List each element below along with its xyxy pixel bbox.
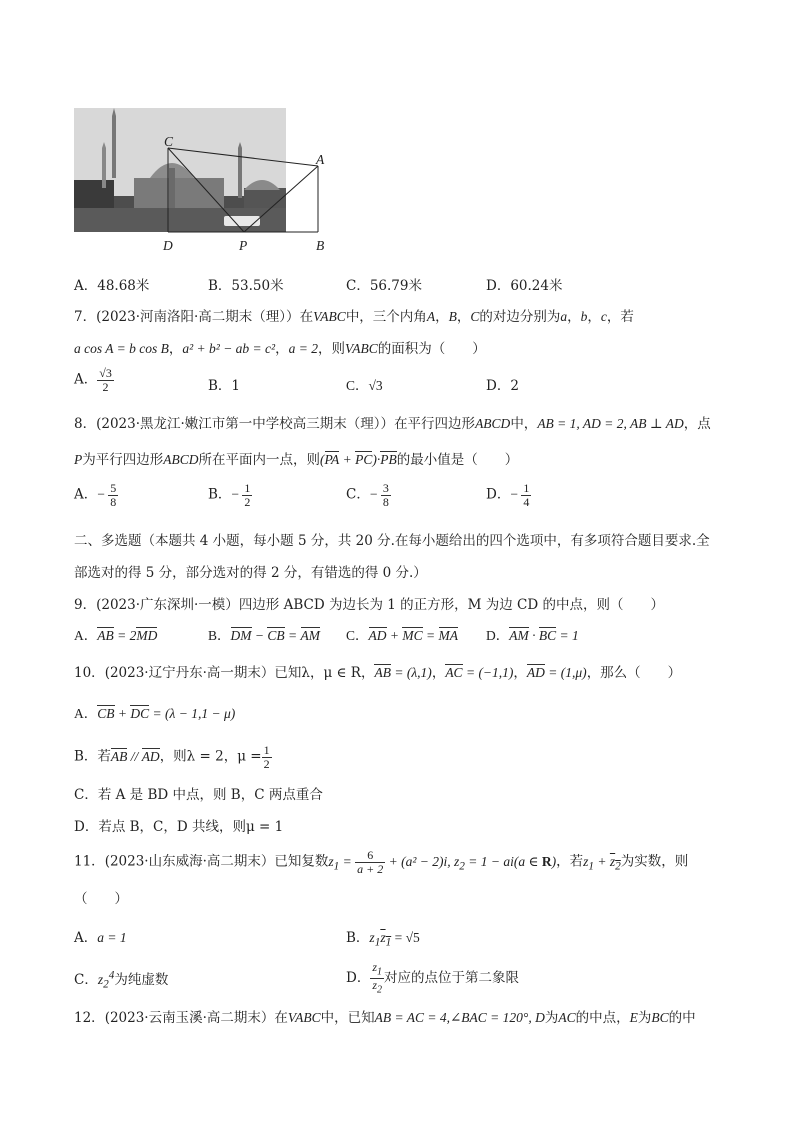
q10-option-d[interactable]: D．若点 B，C，D 共线，则μ = 1: [74, 819, 284, 835]
figure-label-b: B: [316, 238, 325, 253]
section2-line1: 二、多选题（本题共 4 小题，每小题 5 分，共 20 分.在每小题给出的四个选项中，有多项符合题目要求.全: [74, 533, 710, 549]
q7-source: (2023·河南洛阳·高二期末（理））: [96, 309, 300, 325]
q7-option-b[interactable]: B．1: [208, 378, 241, 394]
q8-line2: P为平行四边形ABCD所在平面内一点，则(PA + PC)·PB的最小值是（ ）: [74, 452, 519, 468]
q11-option-d[interactable]: D． $\frac{z_1}{z_2}$ 对应的点位于第二象限: [346, 960, 519, 996]
q8-option-b[interactable]: B．− $\frac{1}{2}$: [208, 481, 251, 509]
q10-option-b[interactable]: B．若AB // AD，则λ = 2，μ = $\frac{1}{2}$: [74, 743, 270, 771]
q10-option-c[interactable]: C．若 A 是 BD 中点，则 B，C 两点重合: [74, 787, 323, 803]
q12-stem: 12．(2023·云南玉溪·高二期末）在VABC中，已知AB = AC = 4,∠BAC = 120°, D为AC的中点，E为BC的中: [74, 1010, 696, 1026]
q8-condition: AB = 1, AD = 2, AB ⊥ AD: [537, 416, 684, 431]
q8-source: (2023·黑龙江·嫩江市第一中学校高三期末（理））: [96, 416, 395, 432]
geometry-overlay: [0, 0, 794, 260]
q8-option-d[interactable]: D．− $\frac{1}{4}$: [486, 481, 530, 509]
q11-option-c[interactable]: C．$z_2^4$为纯虚数: [74, 969, 169, 991]
q11-stem: 11．(2023·山东威海·高二期末）已知复数$z_1$ = $\frac{6}{a + 2}$ + (a² − 2)i, $z_2 = 1 - ai(a$ ∈ R)，若$z_1 + z_2$为实数，则: [74, 848, 689, 876]
q7-option-c[interactable]: C．√3: [346, 378, 383, 393]
q6-option-d[interactable]: D．60.24米: [486, 278, 563, 294]
q7-eq1: a cos A = b cos B: [74, 341, 169, 356]
q7-option-d[interactable]: D．2: [486, 378, 519, 394]
q7-option-a[interactable]: A． $\frac{√3}{2}$: [74, 366, 112, 394]
figure-label-d: D: [163, 238, 173, 253]
q11-option-a[interactable]: A．a = 1: [74, 930, 127, 946]
q7-line2: a cos A = b cos B，a² + b² − ab = c²，a = 2，则VABC的面积为（ ）: [74, 341, 486, 356]
figure-label-c: C: [164, 134, 174, 149]
q8-option-c[interactable]: C．− $\frac{3}{8}$: [346, 481, 389, 509]
q8-option-a[interactable]: A．− $\frac{5}{8}$: [74, 481, 117, 509]
q9-stem: 9．(2023·广东深圳·一模）四边形 ABCD 为边长为 1 的正方形，M 为边 CD 的中点，则（ ）: [74, 597, 664, 613]
q7-line1: 7．(2023·河南洛阳·高二期末（理））在VABC中，三个内角A，B，C的对边分别为a，b，c，若: [74, 309, 634, 325]
q10-stem: 10．(2023·辽宁丹东·高一期末）已知λ，μ ∈ R，AB = (λ,1)，AC = (−1,1)，AD = (1,μ)，那么（ ）: [74, 665, 682, 681]
q6-option-b[interactable]: B．53.50米: [208, 278, 284, 294]
q9-option-d[interactable]: D．AM · BC = 1: [486, 628, 579, 643]
q10-source: (2023·辽宁丹东·高一期末）: [104, 665, 275, 681]
q6-option-c[interactable]: C．56.79米: [346, 278, 422, 294]
q9-source: (2023·广东深圳·一模）: [96, 597, 239, 613]
q11-option-b[interactable]: B．$z_1z_1 = √5$: [346, 930, 420, 949]
q9-option-b[interactable]: B．DM − CB = AM: [208, 628, 321, 643]
q9-option-c[interactable]: C．AD + MC = MA: [346, 628, 459, 643]
q7-eq3: a = 2: [288, 341, 318, 356]
section2-line2: 部选对的得 5 分，部分选对的得 2 分，有错选的得 0 分.）: [74, 565, 427, 581]
q11-paren: （ ）: [74, 891, 128, 907]
q11-source: (2023·山东威海·高二期末）: [104, 853, 275, 870]
figure-label-p: P: [239, 238, 248, 253]
q10-option-a[interactable]: A．CB + DC = (λ − 1,1 − μ): [74, 706, 236, 721]
q12-source: (2023·云南玉溪·高二期末）: [104, 1010, 275, 1026]
figure-label-a: A: [316, 152, 325, 167]
q8-line1: 8．(2023·黑龙江·嫩江市第一中学校高三期末（理））在平行四边形ABCD中，AB = 1, AD = 2, AB ⊥ AD，点: [74, 416, 711, 432]
q7-eq2: a² + b² − ab = c²: [182, 341, 276, 356]
q7-number: 7．: [74, 309, 97, 325]
q7-option-a-fraction: $\frac{√3}{2}$: [99, 366, 112, 394]
q6-option-a[interactable]: A．48.68米: [74, 278, 150, 294]
q9-option-a[interactable]: A．AB = 2MD: [74, 628, 158, 643]
